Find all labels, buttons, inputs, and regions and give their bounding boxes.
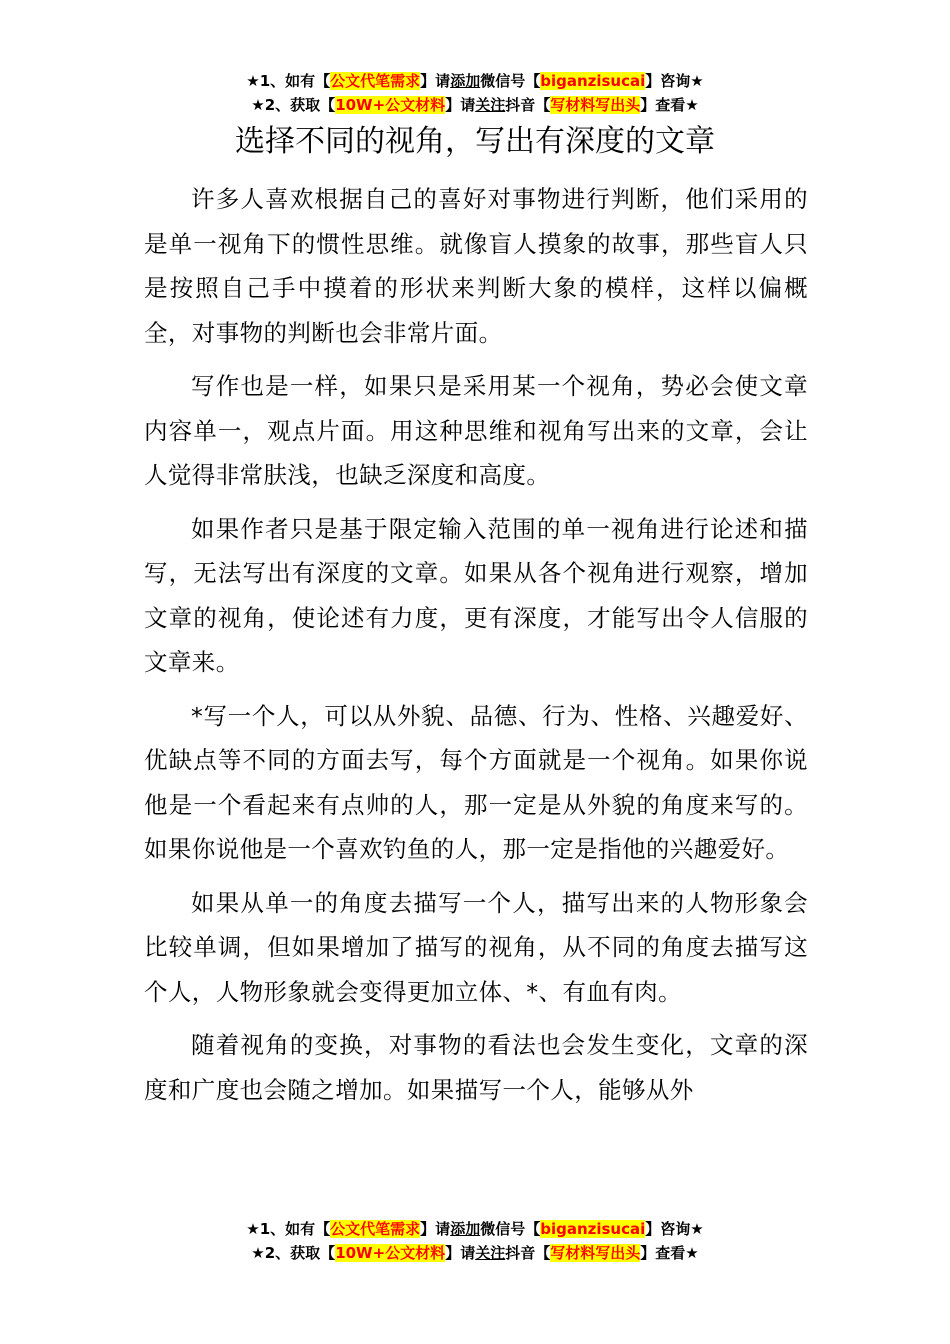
document-body [144, 177, 808, 1121]
banner-line-2: ★2、获取【10W+公文材料】请关注抖音【写材料写出头】查看★ [251, 96, 699, 114]
paragraph: 如果作者只是基于限定输入范围的单一视角进行论述和描写，无法写出有深度的文章。如果从各个视角进行观察，增加文章的视角，使论述有力度，更有深度，才能写出令人信服的文章来。 [144, 514, 808, 676]
highlight-service: 公文代笔需求 [330, 1220, 421, 1238]
highlight-service: 公文代笔需求 [330, 72, 421, 90]
highlight-wechat-id: biganzisucai [540, 72, 646, 90]
highlight-wechat-id: biganzisucai [540, 1220, 646, 1238]
header-banner [0, 69, 950, 117]
highlight-materials: 10W+公文材料 [335, 1244, 446, 1262]
highlight-douyin-account: 写材料写出头 [550, 96, 641, 114]
highlight-materials: 10W+公文材料 [335, 96, 446, 114]
banner-line-1: ★1、如有【公文代笔需求】请添加微信号【biganzisucai】咨询★ [246, 1220, 704, 1238]
paragraph: 随着视角的变换，对事物的看法也会发生变化，文章的深度和广度也会随之增加。如果描写一个人，能够从外 [144, 1031, 808, 1104]
paragraph: 许多人喜欢根据自己的喜好对事物进行判断，他们采用的是单一视角下的惯性思维。就像盲人摸象的故事，那些盲人只是按照自己手中摸着的形状来判断大象的模样，这样以偏概全，对事物的判断也会非常片面。 [144, 185, 808, 347]
banner-line-2: ★2、获取【10W+公文材料】请关注抖音【写材料写出头】查看★ [251, 1244, 699, 1262]
paragraph: 写作也是一样，如果只是采用某一个视角，势必会使文章内容单一，观点片面。用这种思维和视角写出来的文章，会让人觉得非常肤浅，也缺乏深度和高度。 [144, 372, 808, 489]
paragraph: *写一个人，可以从外貌、品德、行为、性格、兴趣爱好、优缺点等不同的方面去写，每个方面就是一个视角。如果你说他是一个看起来有点帅的人，那一定是从外貌的角度来写的。如果你说他是一个喜欢钓鱼的人，那一定是指他的兴趣爱好。 [144, 701, 808, 863]
footer-banner [0, 1217, 950, 1265]
document-title: 选择不同的视角，写出有深度的文章 [235, 124, 715, 159]
banner-line-1: ★1、如有【公文代笔需求】请添加微信号【biganzisucai】咨询★ [246, 72, 704, 90]
paragraph: 如果从单一的角度去描写一个人，描写出来的人物形象会比较单调，但如果增加了描写的视角，从不同的角度去描写这个人，人物形象就会变得更加立体、*、有血有肉。 [144, 888, 808, 1006]
highlight-douyin-account: 写材料写出头 [550, 1244, 641, 1262]
